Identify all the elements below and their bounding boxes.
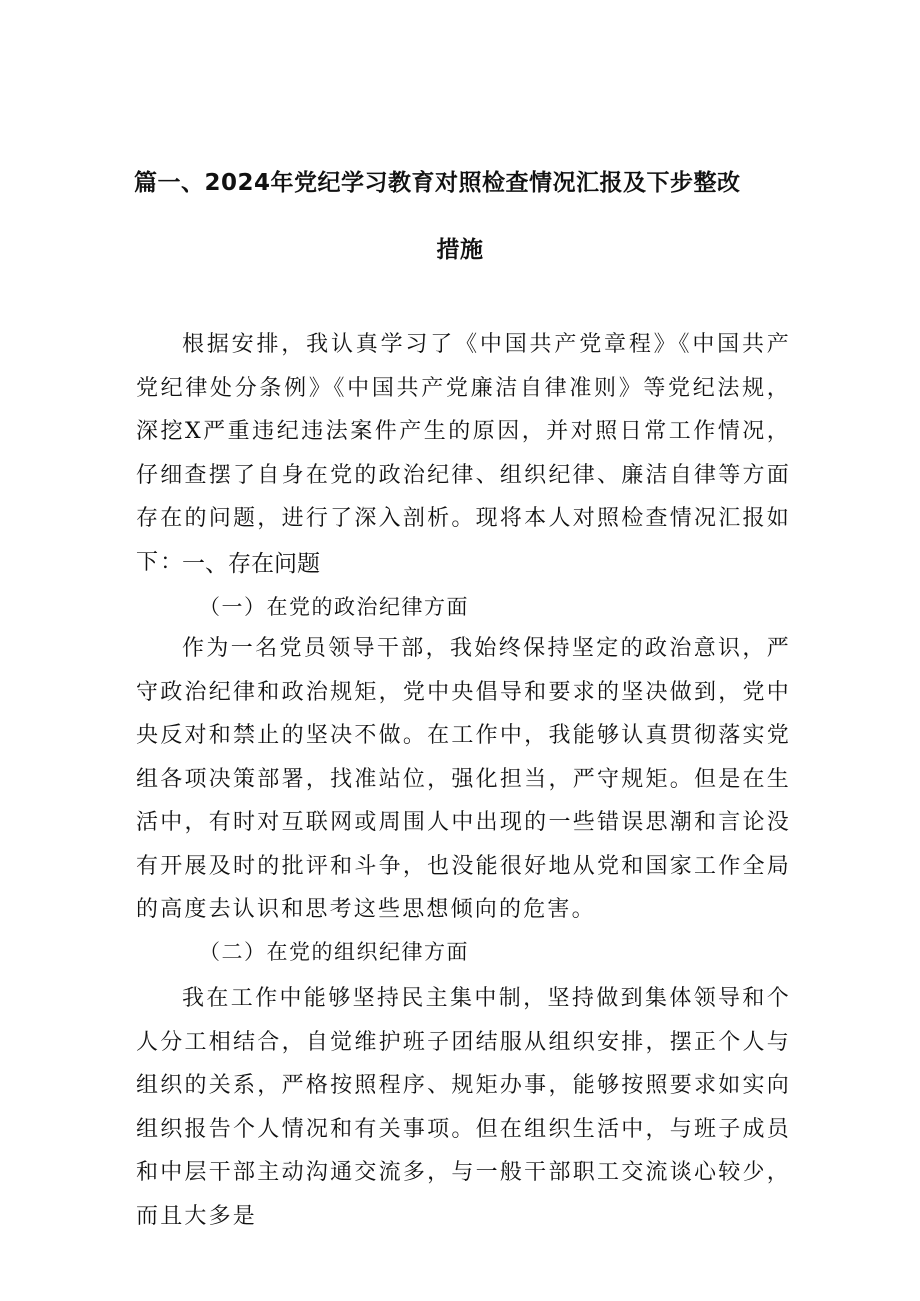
intro-paragraph: 根据安排，我认真学习了《中国共产党章程》《中国共产党纪律处分条例》《中国共产党廉洁自律准则》等党纪法规，深挖X严重违纪违法案件产生的原因，并对照日常工作情况，仔细查摆了自身在党的政治纪律、组织纪律、廉洁自律等方面存在的问题，进行了深入剖析。现将本人对照检查情况汇报如下： (136, 332, 791, 575)
organizational-discipline-paragraph: 我在工作中能够坚持民主集中制，坚持做到集体领导和个人分工相结合，自觉维护班子团结服从组织安排，摆正个人与组织的关系，严格按照程序、规矩办事，能够按照要求如实向组织报告个人情况和有关事项。但在组织生活中，与班子成员和中层干部主动沟通交流多，与一般干部职工交流谈心较少，而且大多是 (136, 986, 791, 1229)
subsection-heading-organizational-discipline: （二）在党的组织纪律方面 (199, 940, 469, 964)
document-title-line-1: 篇一、2024年党纪学习教育对照检查情况汇报及下步整改 (134, 170, 741, 196)
document-title-line-2: 措施 (436, 237, 484, 263)
subsection-heading-political-discipline: （一）在党的政治纪律方面 (199, 595, 469, 619)
section-heading-problems: 一、存在问题 (182, 551, 320, 577)
political-discipline-paragraph: 作为一名党员领导干部，我始终保持坚定的政治意识，严守政治纪律和政治规矩，党中央倡导和要求的坚决做到，党中央反对和禁止的坚决不做。在工作中，我能够认真贯彻落实党组各项决策部署，找准站位，强化担当，严守规矩。但是在生活中，有时对互联网或周围人中出现的一些错误思潮和言论没有开展及时的批评和斗争，也没能很好地从党和国家工作全局的高度去认识和思考这些思想倾向的危害。 (136, 636, 791, 922)
